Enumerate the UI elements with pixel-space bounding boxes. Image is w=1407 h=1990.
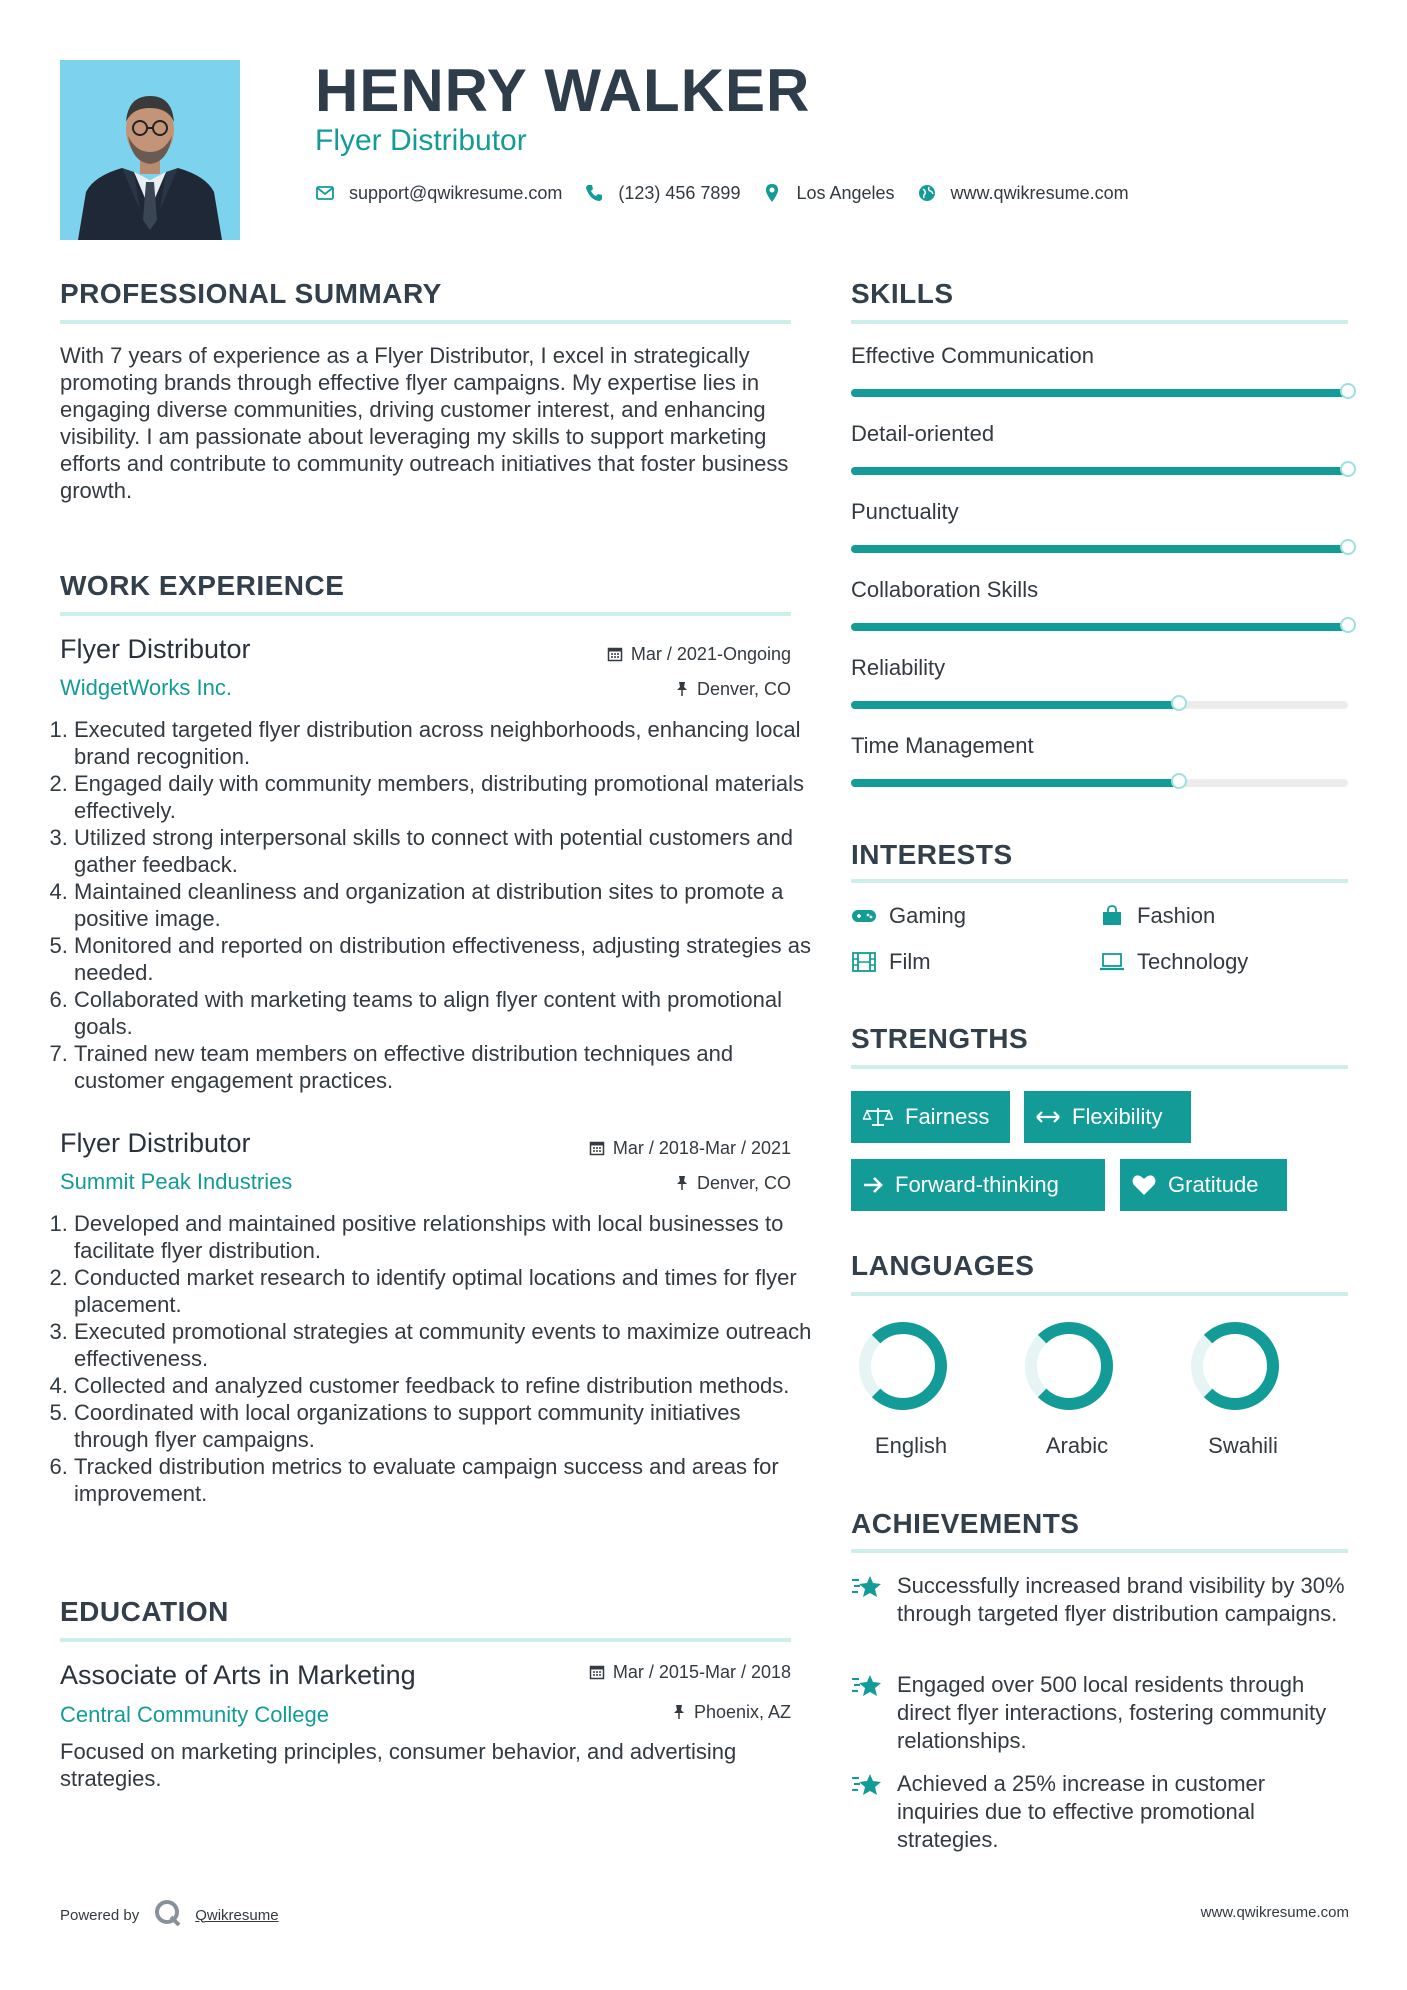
interest-label: Technology (1137, 949, 1249, 974)
contact-email[interactable] (315, 183, 562, 204)
skill-bar-knob (1171, 773, 1187, 789)
shopping-bag-icon (1099, 905, 1125, 927)
education-location-text: Phoenix, AZ (693, 1702, 791, 1722)
qwikresume-link[interactable]: Qwikresume (195, 1906, 279, 1924)
duty-item: 3. Utilized strong interpersonal skills to connect with potential customers and gather feedback. (74, 824, 814, 878)
languages-heading: LANGUAGES (851, 1250, 1035, 1281)
map-marker-icon (762, 183, 782, 203)
duty-item: 4. Maintained cleanliness and organization at distribution sites to promote a positive image. (74, 878, 814, 932)
balance-scale-icon (863, 1107, 893, 1127)
strength-label: Flexibility (1072, 1104, 1163, 1129)
job-dates-text: Mar / 2018-Mar / 2021 (612, 1138, 791, 1158)
skill-bar-knob (1340, 617, 1356, 633)
language-ring (1017, 1322, 1137, 1418)
duty-item: 1. Executed targeted flyer distribution across neighborhoods, enhancing local brand recognition. (74, 716, 814, 770)
interest-label: Gaming (889, 903, 967, 928)
heart-icon (1132, 1174, 1156, 1196)
language-ring (1183, 1322, 1303, 1418)
duty-item: 5. Monitored and reported on distribution effectiveness, adjusting strategies as needed. (74, 932, 814, 986)
skill-bar (851, 623, 1348, 631)
achievement-text: Achieved a 25% increase in customer inquiries due to effective promotional strategies. (897, 1771, 1266, 1852)
achievement-text: Engaged over 500 local residents through direct flyer interactions, fostering community relationships. (897, 1672, 1327, 1753)
skill-bar-fill (851, 779, 1179, 787)
skill-label: Detail-oriented (851, 421, 995, 446)
skill-bar (851, 389, 1348, 397)
candidate-title: Flyer Distributor (315, 124, 527, 157)
job-title: Flyer Distributor (60, 634, 251, 664)
skill-bar-fill (851, 701, 1179, 709)
duty-item: 2. Conducted market research to identify optimal locations and times for flyer placement. (74, 1264, 814, 1318)
achievements-heading: ACHIEVEMENTS (851, 1508, 1080, 1539)
shooting-star-icon (851, 1572, 885, 1628)
interest-label: Film (889, 949, 931, 974)
duty-item: 6. Tracked distribution metrics to evaluate campaign success and areas for improvement. (74, 1453, 814, 1507)
strength-badge (851, 1091, 1010, 1143)
skill-bar (851, 779, 1348, 787)
skill-label: Effective Communication (851, 343, 1094, 368)
interest-label: Fashion (1137, 903, 1216, 928)
language-ring-arc (1042, 1328, 1107, 1404)
qwikresume-logo-icon (153, 1898, 183, 1932)
languages-rule (851, 1292, 1348, 1296)
job-dates-text: Mar / 2021-Ongoing (630, 644, 791, 664)
skill-bar-knob (1340, 539, 1356, 555)
footer-powered-by (60, 1898, 279, 1932)
strength-label: Forward-thinking (895, 1172, 1059, 1197)
job-duties (56, 1210, 814, 1507)
experience-rule (60, 612, 791, 616)
degree-title: Associate of Arts in Marketing (60, 1660, 416, 1690)
pushpin-icon (675, 681, 689, 697)
calendar-icon (607, 646, 623, 662)
language-ring-arc (876, 1328, 941, 1404)
pushpin-icon (672, 1704, 686, 1720)
laptop-icon (1099, 951, 1125, 973)
phone-icon (584, 183, 604, 203)
education-location (672, 1700, 791, 1724)
interest-item (1099, 902, 1215, 930)
achievements-rule (851, 1549, 1348, 1553)
interests-heading: INTERESTS (851, 839, 1013, 870)
language-label: Arabic (1045, 1433, 1109, 1458)
interest-item (851, 902, 966, 930)
language-item (1183, 1322, 1303, 1458)
calendar-icon (589, 1140, 605, 1156)
strengths-rule (851, 1065, 1348, 1069)
envelope-icon (315, 183, 335, 203)
skill-bar-knob (1171, 695, 1187, 711)
strength-badge (1120, 1159, 1287, 1211)
skill-label: Collaboration Skills (851, 577, 1039, 602)
education-dates (589, 1660, 791, 1684)
gamepad-icon (851, 905, 877, 927)
language-label: English (874, 1433, 948, 1458)
education-description: Focused on marketing principles, consumer behavior, and advertising strategies. (60, 1739, 737, 1791)
calendar-icon (589, 1664, 605, 1680)
interests-rule (851, 879, 1348, 883)
skill-label: Reliability (851, 655, 946, 680)
job-dates (607, 642, 791, 666)
contact-bar (315, 178, 1151, 208)
job-location-text: Denver, CO (696, 1173, 791, 1193)
summary-rule (60, 320, 791, 324)
email-text: support@qwikresume.com (349, 182, 563, 203)
strength-label: Fairness (905, 1104, 990, 1129)
achievement-item (851, 1671, 1351, 1755)
achievement-item (851, 1770, 1351, 1854)
contact-website[interactable] (917, 183, 1129, 204)
strengths-heading: STRENGTHS (851, 1023, 1029, 1054)
duty-item: 3. Executed promotional strategies at community events to maximize outreach effectiveness. (74, 1318, 814, 1372)
language-item (1017, 1322, 1137, 1458)
job-company: WidgetWorks Inc. (60, 675, 232, 700)
skill-bar-fill (851, 545, 1348, 553)
skill-label: Punctuality (851, 499, 959, 524)
phone-text: (123) 456 7899 (618, 182, 741, 203)
strength-badge (1024, 1091, 1191, 1143)
skill-bar-knob (1340, 461, 1356, 477)
duty-item: 7. Trained new team members on effective distribution techniques and customer engagement practices. (74, 1040, 814, 1094)
skill-bar-fill (851, 389, 1348, 397)
summary-text: With 7 years of experience as a Flyer Distributor, I excel in strategically promoting brands through effective flyer campaigns. My expertise lies in engaging diverse communities, driving customer interest, and enhancing visibility. I am passionate about leveraging my skills to support marketing efforts and contribute to community outreach initiatives that foster business growth. (60, 343, 789, 503)
duty-item: 1. Developed and maintained positive relationships with local businesses to facilitate flyer distribution. (74, 1210, 814, 1264)
skill-bar-fill (851, 623, 1348, 631)
pushpin-icon (675, 1175, 689, 1191)
website-text: www.qwikresume.com (950, 182, 1129, 203)
strength-label: Gratitude (1168, 1172, 1259, 1197)
job-location (675, 1171, 791, 1195)
education-heading: EDUCATION (60, 1596, 229, 1627)
contact-phone[interactable] (584, 183, 740, 204)
globe-icon (917, 183, 937, 203)
job-location (675, 677, 791, 701)
arrows-horizontal-icon (1036, 1110, 1060, 1124)
education-dates-text: Mar / 2015-Mar / 2018 (612, 1662, 791, 1682)
skill-bar (851, 545, 1348, 553)
skill-bar-fill (851, 467, 1348, 475)
job-title: Flyer Distributor (60, 1128, 251, 1158)
language-item (851, 1322, 971, 1458)
language-ring-arc (1208, 1328, 1273, 1404)
duty-item: 4. Collected and analyzed customer feedback to refine distribution methods. (74, 1372, 814, 1399)
duty-item: 2. Engaged daily with community members, distributing promotional materials effectively. (74, 770, 814, 824)
contact-location (762, 183, 894, 204)
skills-rule (851, 320, 1348, 324)
skill-bar (851, 467, 1348, 475)
language-ring (851, 1322, 971, 1418)
profile-photo (60, 60, 240, 240)
education-rule (60, 1638, 791, 1642)
location-text: Los Angeles (796, 182, 895, 203)
shooting-star-icon (851, 1770, 885, 1854)
duty-item: 5. Coordinated with local organizations to support community initiatives through flyer campaigns. (74, 1399, 814, 1453)
interest-item (851, 948, 931, 976)
arrow-right-icon (863, 1176, 883, 1194)
powered-by-text: Powered by (60, 1906, 140, 1924)
job-company: Summit Peak Industries (60, 1169, 293, 1194)
skill-label: Time Management (851, 733, 1034, 758)
achievement-item (851, 1572, 1351, 1628)
skill-bar-knob (1340, 383, 1356, 399)
job-dates (589, 1136, 791, 1160)
shooting-star-icon (851, 1671, 885, 1755)
strength-badge (851, 1159, 1105, 1211)
film-icon (851, 951, 877, 973)
candidate-name: HENRY WALKER (315, 57, 811, 124)
footer-website[interactable]: www.qwikresume.com (1200, 1904, 1349, 1921)
school-name: Central Community College (60, 1702, 329, 1727)
interest-item (1099, 948, 1248, 976)
achievement-text: Successfully increased brand visibility by 30% through targeted flyer distribution campaigns. (897, 1573, 1345, 1626)
summary-heading: PROFESSIONAL SUMMARY (60, 278, 442, 309)
job-location-text: Denver, CO (696, 679, 791, 699)
language-label: Swahili (1208, 1433, 1278, 1458)
experience-heading: WORK EXPERIENCE (60, 570, 345, 601)
skills-heading: SKILLS (851, 278, 954, 309)
job-duties (56, 716, 814, 1094)
duty-item: 6. Collaborated with marketing teams to align flyer content with promotional goals. (74, 986, 814, 1040)
skill-bar (851, 701, 1348, 709)
